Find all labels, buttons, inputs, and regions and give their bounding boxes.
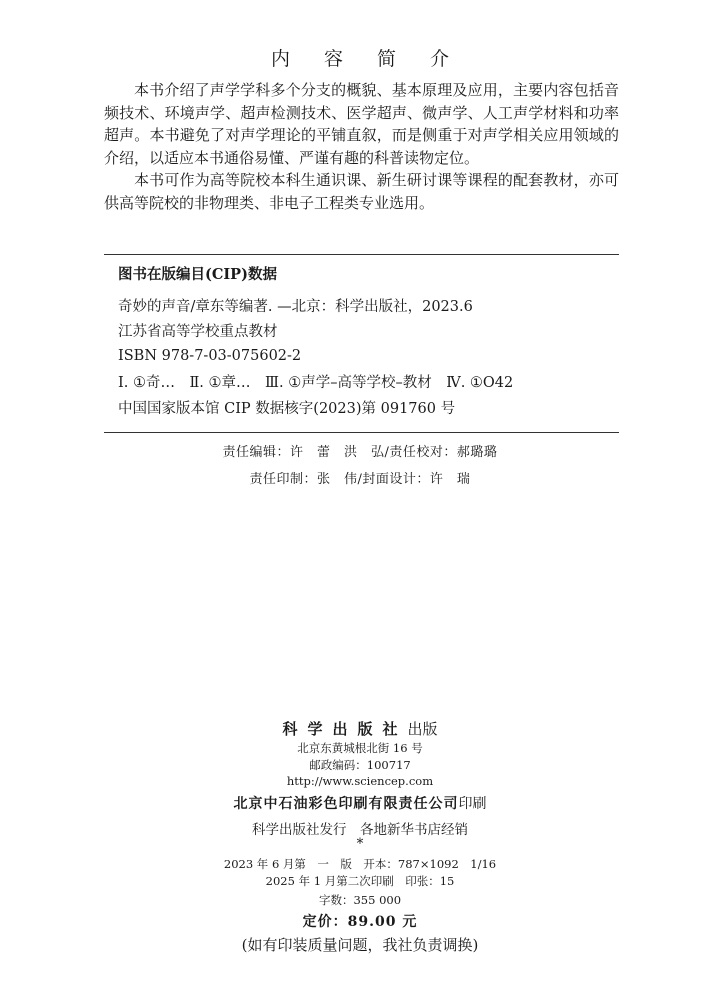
edition-info: 2023 年 6 月第 一 版 开本：787×1092 1/16 xyxy=(223,857,497,871)
publisher-postcode: 邮政编码：100717 xyxy=(309,758,411,772)
word-count: 字数：355 000 xyxy=(318,893,402,907)
intro-paragraph: 本书可作为高等院校本科生通识课、新生研讨课等课程的配套教材，亦可供高等院校的非物理类、非电子工程类专业选用。 xyxy=(104,171,619,212)
cip-line: Ⅰ. ①奇… Ⅱ. ①章… Ⅲ. ①声学–高等学校–教材 Ⅳ. ①O42 xyxy=(118,374,514,391)
publisher-line xyxy=(0,718,720,739)
publisher-suffix: 出版 xyxy=(407,720,438,738)
price: 定价：89.00 元 xyxy=(302,914,418,930)
staff-editors: 责任编辑：许 蕾 洪 弘/责任校对：郝璐璐 xyxy=(222,445,498,460)
cip-title: 图书在版编目(CIP)数据 xyxy=(118,266,277,283)
divider-bottom xyxy=(104,432,619,433)
publisher-name: 科学出版社 xyxy=(282,720,408,738)
cip-line: 中国国家版本馆 CIP 数据核字(2023)第 091760 号 xyxy=(118,401,456,417)
intro-title: 内 容 简 介 xyxy=(270,48,464,70)
cip-line: 江苏省高等学校重点教材 xyxy=(118,323,278,340)
divider-top xyxy=(104,254,619,255)
publisher-address: 北京东黄城根北街 16 号 xyxy=(297,741,423,755)
intro-body xyxy=(104,79,619,214)
cip-line: ISBN 978-7-03-075602-2 xyxy=(118,348,302,364)
cip-line: 奇妙的声音/章东等编著. —北京：科学出版社，2023.6 xyxy=(118,299,473,315)
staff-production: 责任印制：张 伟/封面设计：许 瑞 xyxy=(249,472,471,487)
quality-notice: (如有印装质量问题，我社负责调换) xyxy=(241,936,479,954)
distribution: 科学出版社发行 各地新华书店经销 xyxy=(252,822,468,838)
printer-line xyxy=(0,793,720,813)
publisher-url: http://www.sciencep.com xyxy=(286,774,434,788)
cip-block xyxy=(118,296,618,423)
intro-paragraph: 本书介绍了声学学科多个分支的概貌、基本原理及应用，主要内容包括音频技术、环境声学、超声检测技术、医学超声、微声学、人工声学材料和功率超声。本书避免了对声学理论的平铺直叙，而是侧重于对声学相关应用领域的介绍，以适应本书通俗易懂、严谨有趣的科普读物定位。 xyxy=(104,81,619,167)
printer-suffix: 印刷 xyxy=(458,796,487,812)
printing-info: 2025 年 1 月第二次印刷 印张：15 xyxy=(265,874,455,888)
printer-name: 北京中石油彩色印刷有限责任公司 xyxy=(233,796,459,812)
asterisk: * xyxy=(356,836,364,852)
